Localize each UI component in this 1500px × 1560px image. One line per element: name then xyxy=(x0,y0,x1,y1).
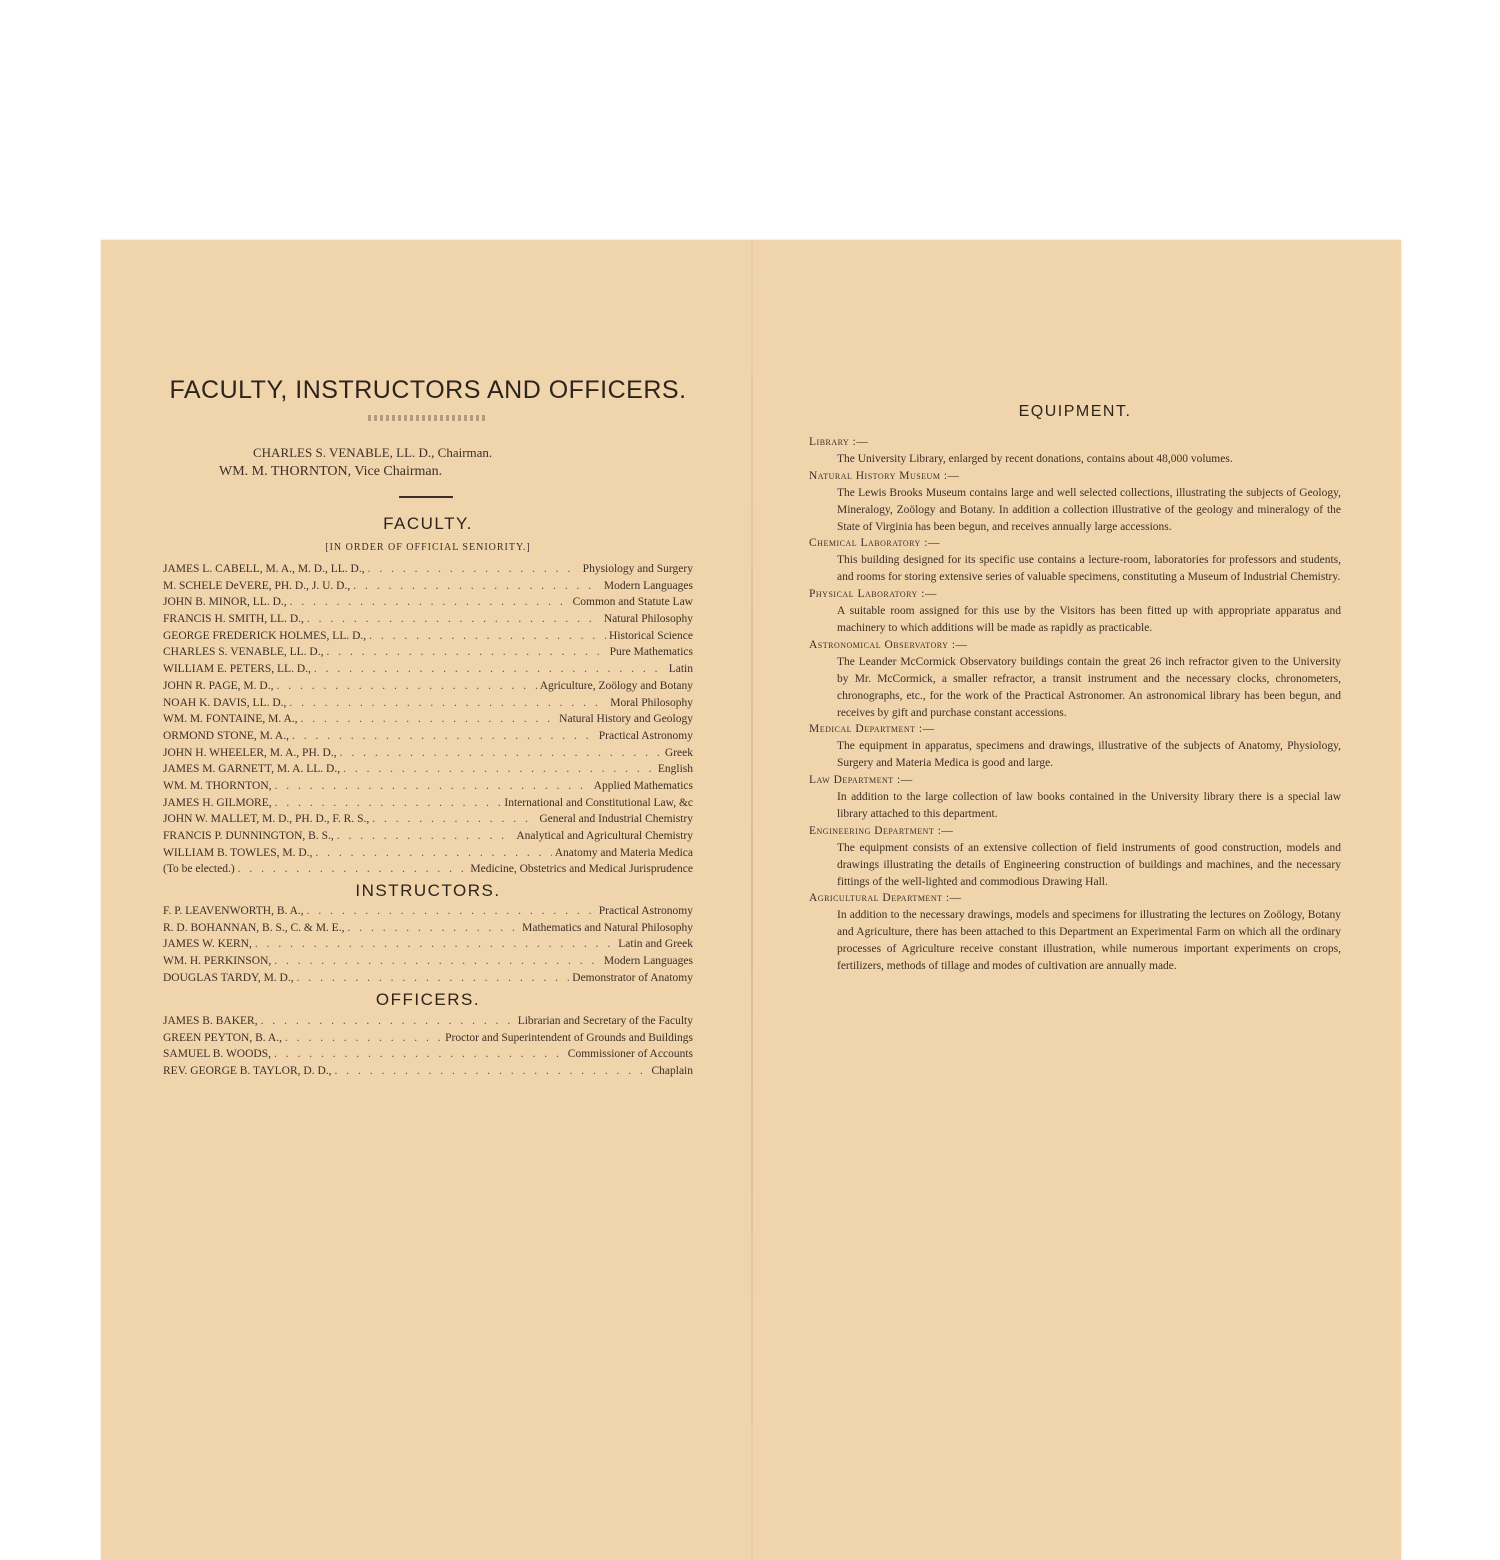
section-body: The Leander McCormick Observatory buildings contain the great 26 inch refractor given to the University by Mr. McCormick, a smaller refractor, a transit instrument and the necessary clocks, chronometers, chronographs, etc., for the work of the Practical Astronomer. An astronomical library has been begun, and receives by gift and purchase constant accessions. xyxy=(837,655,1341,719)
section-body: A suitable room assigned for this use by the Visitors has been fitted up with appropriate apparatus and machinery to which additions will be made as rapidly as practicable. xyxy=(837,605,1341,634)
person-name: ORMOND STONE, M. A., xyxy=(163,729,289,742)
person-role: Natural Philosophy xyxy=(603,613,693,626)
dot-leader xyxy=(285,1032,442,1044)
person-name: NOAH K. DAVIS, LL. D., xyxy=(163,696,287,709)
person-name: FRANCIS H. SMITH, LL. D., xyxy=(163,613,304,626)
person-role: Latin xyxy=(668,663,693,676)
person-role: Librarian and Secretary of the Faculty xyxy=(517,1015,693,1027)
dot-leader xyxy=(343,763,655,775)
dot-leader xyxy=(276,680,536,692)
faculty-heading: FACULTY. xyxy=(383,514,473,533)
section-heading: Physical Laboratory :— xyxy=(809,588,937,601)
person-name: SAMUEL B. WOODS, xyxy=(163,1048,271,1061)
person-role: Anatomy and Materia Medica xyxy=(554,846,693,859)
dot-leader xyxy=(307,613,601,625)
equipment-section xyxy=(809,434,1341,468)
list-item xyxy=(163,922,693,939)
person-name: REV. GEORGE B. TAYLOR, D. D., xyxy=(163,1065,332,1078)
dot-leader xyxy=(353,580,601,592)
dot-leader xyxy=(261,1015,515,1027)
person-role: Natural History and Geology xyxy=(559,713,693,726)
person-role: Analytical and Agricultural Chemistry xyxy=(516,830,693,842)
dot-leader xyxy=(255,938,615,950)
person-role: Mathematics and Natural Philosophy xyxy=(522,921,693,934)
person-name: DOUGLAS TARDY, M. D., xyxy=(163,971,294,984)
person-name: JAMES H. GILMORE, xyxy=(163,796,272,809)
person-name: JAMES M. GARNETT, M. A. LL. D., xyxy=(163,763,341,776)
person-role: Modern Languages xyxy=(603,955,693,968)
person-role: Pure Mathematics xyxy=(609,646,693,659)
person-name: JAMES L. CABELL, M. A., M. D., LL. D., xyxy=(163,563,365,575)
person-role: Modern Languages xyxy=(603,579,693,592)
list-item xyxy=(163,797,693,814)
equipment-section xyxy=(809,586,1341,637)
person-name: R. D. BOHANNAN, B. S., C. & M. E., xyxy=(163,921,345,934)
dot-leader xyxy=(335,1065,649,1077)
equipment-section xyxy=(809,468,1341,536)
person-role: Medicine, Obstetrics and Medical Jurisprudence xyxy=(470,863,693,876)
person-name: WM. M. FONTAINE, M. A., xyxy=(163,713,298,726)
center-fold xyxy=(751,240,753,1560)
person-role: Applied Mathematics xyxy=(593,779,693,792)
instructors-heading: INSTRUCTORS. xyxy=(355,881,501,900)
equipment-section xyxy=(809,823,1341,891)
dot-leader xyxy=(307,905,596,917)
list-item xyxy=(163,613,693,630)
right-page xyxy=(809,240,1341,1560)
person-name: (To be elected.) xyxy=(163,863,235,876)
dot-leader xyxy=(290,596,570,608)
chairman-line: CHARLES S. VENABLE, LL. D., Chairman. xyxy=(253,445,493,460)
equipment-section xyxy=(809,721,1341,772)
section-body: The Lewis Brooks Museum contains large and well selected collections, illustrating the subjects of Geology, Mineralogy, Zoölogy and Botany. In addition a collection illustrative of the geology and mineralogy of the State of Virginia has been begun, and receives annually large accessions. xyxy=(837,486,1341,533)
section-body: This building designed for its specific use contains a lecture-room, laboratories for professors and students, and rooms for storing extensive series of valuable specimens, constituting a Museum of Industrial Chemistry. xyxy=(837,554,1341,584)
dot-leader xyxy=(238,863,468,875)
list-item xyxy=(163,763,693,780)
left-page xyxy=(163,240,693,1560)
list-item xyxy=(163,563,693,580)
list-item xyxy=(163,813,693,830)
person-name: GREEN PEYTON, B. A., xyxy=(163,1031,282,1044)
person-name: F. P. LEAVENWORTH, B. A., xyxy=(163,905,304,917)
list-item xyxy=(163,697,693,714)
list-item xyxy=(163,646,693,663)
list-item xyxy=(163,1032,693,1049)
dot-leader xyxy=(368,563,580,575)
section-body: In addition to the necessary drawings, models and specimens for illustrating the lectures on Zoölogy, Botany and Agriculture, there has been attached to this Department an Experimental Farm on which all the ordinary processes of Agriculture receive constant illustration, while numerous important experiments on crops, fertilizers, methods of tillage and modes of cultivation are annually made. xyxy=(837,909,1341,973)
list-item xyxy=(163,747,693,764)
section-body: The equipment in apparatus, specimens and drawings, illustrative of the subjects of Anatomy, Physiology, Surgery and Materia Medica is good and large. xyxy=(837,740,1341,770)
list-item xyxy=(163,630,693,647)
list-item xyxy=(163,1048,693,1065)
dot-leader xyxy=(315,847,551,859)
person-name: JAMES B. BAKER, xyxy=(163,1015,258,1027)
section-heading: Law Department :— xyxy=(809,774,913,787)
person-name: JOHN H. WHEELER, M. A., PH. D., xyxy=(163,746,337,759)
dot-leader xyxy=(301,713,557,725)
dot-leader xyxy=(275,797,502,809)
list-item xyxy=(163,1065,693,1082)
list-item xyxy=(163,1015,693,1032)
person-role: Practical Astronomy xyxy=(598,905,693,917)
person-name: WILLIAM B. TOWLES, M. D., xyxy=(163,846,313,859)
person-role: Chaplain xyxy=(651,1065,693,1078)
person-name: JOHN B. MINOR, LL. D., xyxy=(163,596,287,609)
person-role: International and Constitutional Law, &c xyxy=(504,796,693,809)
section-body: In addition to the large collection of law books contained in the University library there is a special law library attached to this department. xyxy=(837,791,1341,820)
section-body: The University Library, enlarged by recent donations, contains about 48,000 volumes. xyxy=(837,452,1233,465)
vice-chairman-line: WM. M. THORNTON, Vice Chairman. xyxy=(219,464,443,479)
person-name: JOHN W. MALLET, M. D., PH. D., F. R. S., xyxy=(163,813,370,826)
equipment-section xyxy=(809,637,1341,722)
list-item xyxy=(163,680,693,697)
dot-leader xyxy=(274,955,601,967)
dot-leader xyxy=(292,730,596,742)
officers-heading: OFFICERS. xyxy=(375,990,481,1009)
person-role: Commissioner of Accounts xyxy=(567,1048,693,1061)
list-item xyxy=(163,847,693,864)
dot-leader xyxy=(337,830,514,842)
person-role: English xyxy=(657,763,693,776)
equipment-section xyxy=(809,772,1341,823)
dot-leader xyxy=(340,747,662,759)
list-item xyxy=(163,938,693,955)
person-role: Greek xyxy=(664,746,693,759)
officers-list xyxy=(163,1015,693,1082)
person-role: General and Industrial Chemistry xyxy=(539,813,693,826)
person-role: Physiology and Surgery xyxy=(582,563,693,575)
list-item xyxy=(163,905,693,922)
list-item xyxy=(163,780,693,797)
dot-leader xyxy=(314,663,666,675)
list-item xyxy=(163,713,693,730)
list-item xyxy=(163,663,693,680)
list-item xyxy=(163,596,693,613)
dot-leader xyxy=(297,972,570,984)
section-heading: Medical Department :— xyxy=(809,723,935,736)
person-name: CHARLES S. VENABLE, LL. D., xyxy=(163,646,324,659)
divider-rule xyxy=(399,496,453,498)
section-heading: Engineering Department :— xyxy=(809,824,954,837)
person-name: WILLIAM E. PETERS, LL. D., xyxy=(163,663,311,676)
section-heading: Natural History Museum :— xyxy=(809,469,960,482)
list-item xyxy=(163,972,693,989)
list-item xyxy=(163,830,693,847)
section-heading: Astronomical Observatory :— xyxy=(809,638,968,651)
instructors-list xyxy=(163,905,693,988)
faculty-subheading: [IN ORDER OF OFFICIAL SENIORITY.] xyxy=(325,542,531,553)
person-role: Common and Statute Law xyxy=(572,596,693,609)
list-item xyxy=(163,863,693,880)
equipment-list xyxy=(809,434,1341,975)
dot-leader xyxy=(289,697,607,709)
page-title: FACULTY, INSTRUCTORS AND OFFICERS. xyxy=(169,376,687,404)
person-name: M. SCHELE DeVERE, PH. D., J. U. D., xyxy=(163,579,351,592)
dot-leader xyxy=(326,646,606,658)
person-name: JOHN R. PAGE, M. D., xyxy=(163,679,274,692)
person-name: WM. H. PERKINSON, xyxy=(163,955,272,968)
section-heading: Chemical Laboratory :— xyxy=(809,537,940,550)
equipment-section xyxy=(809,890,1341,975)
person-role: Proctor and Superintendent of Grounds and Buildings xyxy=(445,1031,693,1044)
dot-leader xyxy=(274,1048,565,1060)
list-item xyxy=(163,580,693,597)
equipment-heading: EQUIPMENT. xyxy=(1018,403,1132,420)
person-name: JAMES W. KERN, xyxy=(163,938,252,951)
person-name: WM. M. THORNTON, xyxy=(163,779,272,792)
person-role: Demonstrator of Anatomy xyxy=(572,971,693,984)
person-role: Practical Astronomy xyxy=(598,729,693,742)
person-name: FRANCIS P. DUNNINGTON, B. S., xyxy=(163,830,334,842)
section-heading: Agricultural Department :— xyxy=(809,892,962,905)
dot-leader xyxy=(347,922,519,934)
list-item xyxy=(163,730,693,747)
dot-leader xyxy=(372,813,536,825)
section-body: The equipment consists of an extensive collection of field instruments of good construction, models and drawings illustrating the details of Engineering construction of buildings and machines, and the necessary fittings of the well-lighted and commodious Drawing Hall. xyxy=(837,841,1341,888)
dot-leader xyxy=(275,780,591,792)
person-role: Agriculture, Zoölogy and Botany xyxy=(539,679,693,692)
person-role: Historical Science xyxy=(609,629,693,642)
list-item xyxy=(163,955,693,972)
person-role: Latin and Greek xyxy=(618,938,693,951)
equipment-section xyxy=(809,535,1341,586)
person-name: GEORGE FREDERICK HOLMES, LL. D., xyxy=(163,629,367,642)
dot-leader xyxy=(369,630,606,642)
folded-sheet xyxy=(101,240,1401,1560)
section-heading: Library :— xyxy=(809,436,869,448)
person-role: Moral Philosophy xyxy=(610,696,693,709)
faculty-list xyxy=(163,563,693,880)
title-ornament xyxy=(368,415,488,421)
